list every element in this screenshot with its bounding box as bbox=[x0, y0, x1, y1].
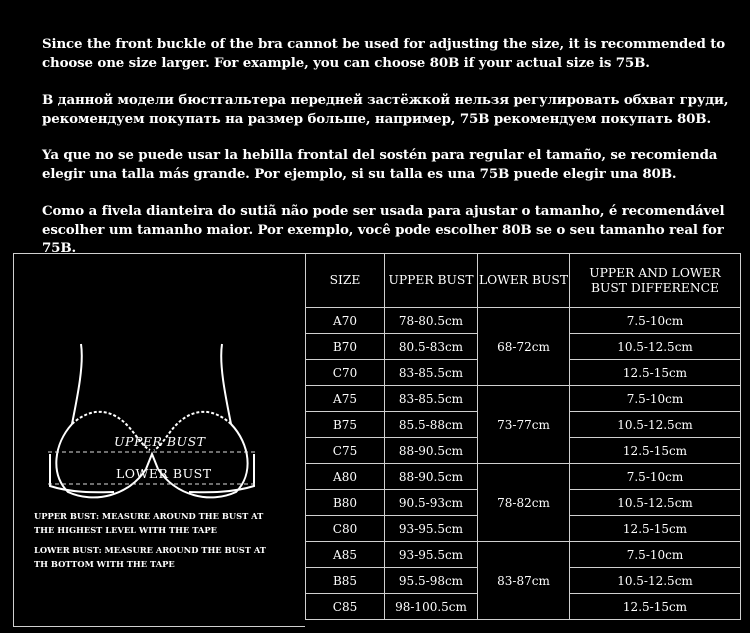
upper-bust-cell: 83-85.5cm bbox=[385, 386, 478, 412]
lower-bust-cell: 78-82cm bbox=[478, 464, 570, 542]
header-difference: UPPER AND LOWER BUST DIFFERENCE bbox=[570, 254, 741, 308]
difference-cell: 12.5-15cm bbox=[570, 594, 741, 620]
upper-bust-cell: 83-85.5cm bbox=[385, 360, 478, 386]
upper-bust-instruction: UPPER BUST: MEASURE AROUND THE BUST AT THE HIGHEST LEVEL WITH THE TAPE bbox=[34, 511, 264, 535]
size-cell: C70 bbox=[306, 360, 385, 386]
upper-bust-cell: 93-95.5cm bbox=[385, 542, 478, 568]
size-cell: B75 bbox=[306, 412, 385, 438]
upper-bust-cell: 85.5-88cm bbox=[385, 412, 478, 438]
lower-bust-cell: 83-87cm bbox=[478, 542, 570, 620]
measurement-diagram-panel bbox=[13, 253, 305, 627]
size-cell: A80 bbox=[306, 464, 385, 490]
difference-cell: 12.5-15cm bbox=[570, 438, 741, 464]
header-lower-bust: LOWER BUST bbox=[478, 254, 570, 308]
note-portuguese: Como a fivela dianteira do sutiã não pode ser usada para ajustar o tamanho, é recomendável escolher um tamanho maior. Por exemplo, você pode escolher 80B se o seu tamanho real for 75B. bbox=[42, 203, 725, 256]
difference-cell: 10.5-12.5cm bbox=[570, 334, 741, 360]
lower-bust-instruction: LOWER BUST: MEASURE AROUND THE BUST AT TH BOTTOM WITH THE TAPE bbox=[34, 545, 266, 569]
size-cell: B80 bbox=[306, 490, 385, 516]
size-cell: B85 bbox=[306, 568, 385, 594]
upper-bust-cell: 95.5-98cm bbox=[385, 568, 478, 594]
size-cell: A85 bbox=[306, 542, 385, 568]
note-russian: В данной модели бюстгальтера передней застёжкой нельзя регулировать обхват груди, рекомендуем покупать на размер больше, например, 75B рекомендуем покупать 80B. bbox=[42, 92, 729, 127]
difference-cell: 7.5-10cm bbox=[570, 542, 741, 568]
size-cell: C75 bbox=[306, 438, 385, 464]
size-cell: C85 bbox=[306, 594, 385, 620]
size-cell: C80 bbox=[306, 516, 385, 542]
note-spanish: Ya que no se puede usar la hebilla frontal del sostén para regular el tamaño, se recomienda elegir una talla más grande. Por ejemplo, si su talla es una 75B puede elegir una 80B. bbox=[42, 147, 718, 182]
table-row bbox=[306, 308, 741, 334]
difference-cell: 7.5-10cm bbox=[570, 464, 741, 490]
table-row bbox=[306, 386, 741, 412]
size-cell: B70 bbox=[306, 334, 385, 360]
lower-bust-label: LOWER BUST bbox=[116, 466, 212, 481]
table-header-row bbox=[306, 254, 741, 308]
size-notes bbox=[42, 35, 732, 277]
difference-cell: 12.5-15cm bbox=[570, 360, 741, 386]
upper-bust-cell: 80.5-83cm bbox=[385, 334, 478, 360]
size-cell: A70 bbox=[306, 308, 385, 334]
upper-bust-cell: 93-95.5cm bbox=[385, 516, 478, 542]
note-english: Since the front buckle of the bra cannot be used for adjusting the size, it is recommended to choose one size larger. For example, you can choose 80B if your actual size is 75B. bbox=[42, 36, 726, 71]
upper-bust-cell: 90.5-93cm bbox=[385, 490, 478, 516]
table-row bbox=[306, 542, 741, 568]
table-row bbox=[306, 464, 741, 490]
header-size: SIZE bbox=[306, 254, 385, 308]
difference-cell: 10.5-12.5cm bbox=[570, 412, 741, 438]
difference-cell: 12.5-15cm bbox=[570, 516, 741, 542]
upper-bust-cell: 88-90.5cm bbox=[385, 438, 478, 464]
upper-bust-label: UPPER BUST bbox=[114, 434, 206, 449]
header-upper-bust: UPPER BUST bbox=[385, 254, 478, 308]
size-chart-table bbox=[305, 253, 741, 620]
lower-bust-cell: 73-77cm bbox=[478, 386, 570, 464]
difference-cell: 10.5-12.5cm bbox=[570, 568, 741, 594]
difference-cell: 7.5-10cm bbox=[570, 308, 741, 334]
upper-bust-cell: 88-90.5cm bbox=[385, 464, 478, 490]
difference-cell: 7.5-10cm bbox=[570, 386, 741, 412]
lower-bust-cell: 68-72cm bbox=[478, 308, 570, 386]
size-cell: A75 bbox=[306, 386, 385, 412]
upper-bust-cell: 98-100.5cm bbox=[385, 594, 478, 620]
difference-cell: 10.5-12.5cm bbox=[570, 490, 741, 516]
upper-bust-cell: 78-80.5cm bbox=[385, 308, 478, 334]
